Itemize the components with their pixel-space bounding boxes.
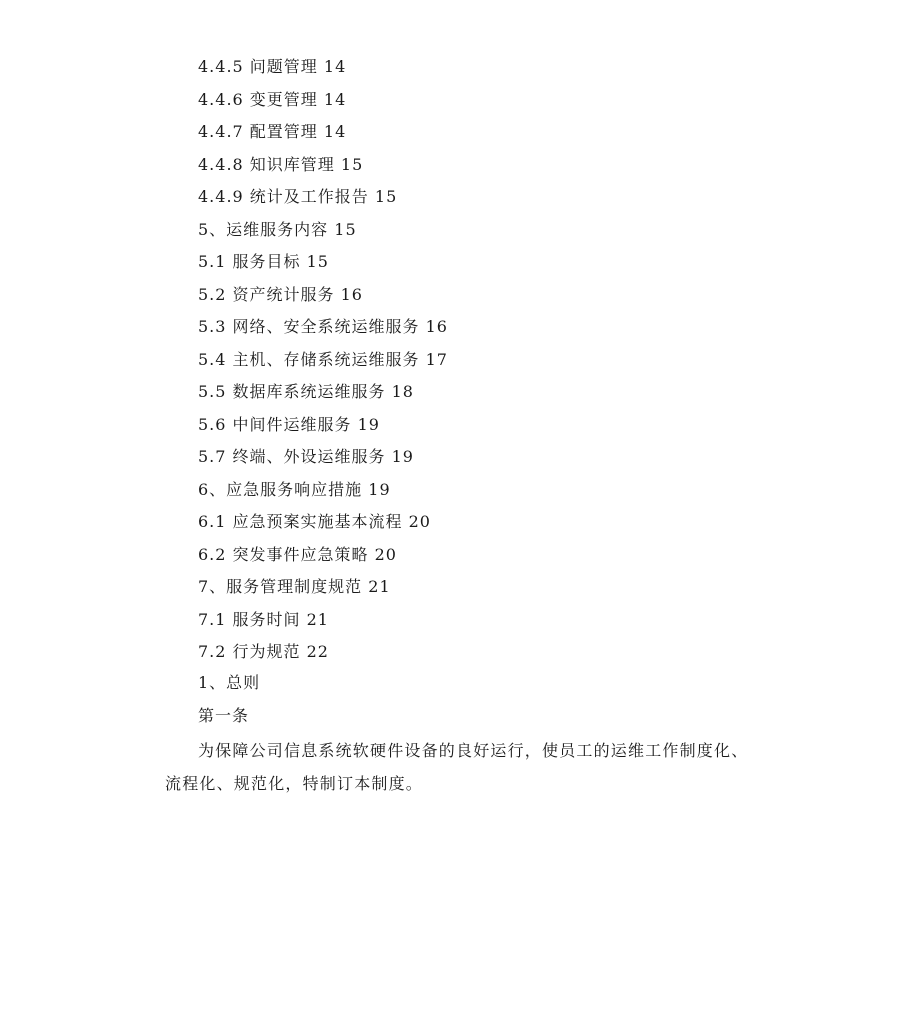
toc-entry[interactable]: 5.7 终端、外设运维服务 19 (198, 447, 414, 466)
article-heading: 第一条 (198, 705, 250, 725)
toc-entry[interactable]: 4.4.5 问题管理 14 (198, 57, 347, 76)
document-body (165, 670, 765, 800)
toc-entry[interactable]: 4.4.7 配置管理 14 (198, 122, 347, 141)
toc-entry[interactable]: 5.1 服务目标 15 (198, 252, 329, 271)
toc-entry[interactable]: 7.2 行为规范 22 (198, 642, 329, 661)
table-of-contents (198, 54, 448, 672)
toc-entry[interactable]: 6、应急服务响应措施 19 (198, 479, 391, 499)
toc-entry[interactable]: 4.4.9 统计及工作报告 15 (198, 187, 398, 206)
section-heading: 1、总则 (198, 673, 261, 692)
toc-entry[interactable]: 5.6 中间件运维服务 19 (198, 414, 380, 434)
toc-entry[interactable]: 5.4 主机、存储系统运维服务 17 (198, 349, 448, 369)
toc-entry[interactable]: 7.1 服务时间 21 (198, 609, 329, 629)
toc-entry[interactable]: 5、运维服务内容 15 (198, 219, 357, 239)
toc-entry[interactable]: 7、服务管理制度规范 21 (198, 577, 391, 596)
toc-entry[interactable]: 6.1 应急预案实施基本流程 20 (198, 512, 431, 531)
toc-entry[interactable]: 4.4.6 变更管理 14 (198, 89, 347, 109)
toc-entry[interactable]: 5.3 网络、安全系统运维服务 16 (198, 317, 448, 336)
toc-entry[interactable]: 6.2 突发事件应急策略 20 (198, 544, 397, 564)
toc-entry[interactable]: 5.5 数据库系统运维服务 18 (198, 382, 414, 401)
toc-entry[interactable]: 5.2 资产统计服务 16 (198, 284, 363, 304)
body-paragraph: 为保障公司信息系统软硬件设备的良好运行，使员工的运维工作制度化、流程化、规范化，特制订本制度。 (165, 741, 749, 793)
toc-entry[interactable]: 4.4.8 知识库管理 15 (198, 154, 364, 174)
